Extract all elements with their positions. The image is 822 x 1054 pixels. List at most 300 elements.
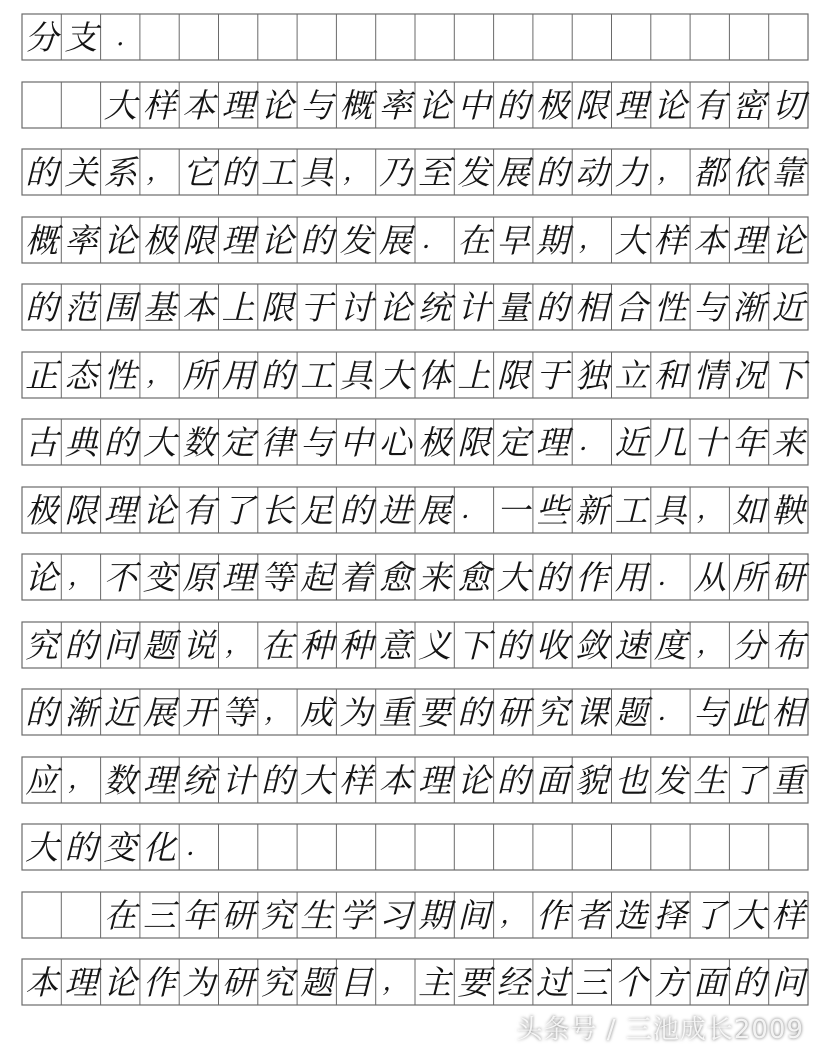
char-cell: 量 — [496, 287, 530, 327]
char-cell: 速 — [614, 625, 648, 665]
char-cell: 题 — [300, 962, 334, 1002]
char-cell: 动 — [575, 152, 609, 192]
char-cell: 性 — [653, 287, 687, 327]
char-cell: 渐 — [64, 692, 98, 732]
char-cell: ， — [146, 360, 173, 390]
char-cell: 论 — [457, 760, 491, 800]
char-cell: 统 — [182, 760, 216, 800]
char-cell: 的 — [300, 220, 334, 260]
char-cell — [61, 892, 100, 938]
char-cell — [376, 824, 415, 870]
char-cell: 作 — [575, 557, 609, 597]
char-cell: 择 — [653, 895, 687, 935]
char-cell: 近 — [771, 287, 805, 327]
char-cell: 于 — [536, 355, 569, 395]
char-cell — [494, 14, 533, 60]
char-cell: 理 — [64, 962, 98, 1002]
char-cell: 期 — [418, 895, 452, 935]
char-cell: 极 — [143, 220, 177, 260]
char-cell: 究 — [260, 895, 294, 935]
char-cell: 限 — [575, 85, 609, 125]
char-cell: 愈 — [378, 557, 412, 597]
char-cell: 力 — [614, 152, 648, 192]
char-cell: 从 — [693, 557, 727, 597]
char-cell: 具 — [339, 355, 373, 395]
char-cell: 渐 — [732, 287, 766, 327]
char-cell: 几 — [653, 422, 687, 462]
char-cell: 进 — [378, 490, 412, 530]
char-cell: 作 — [536, 895, 569, 935]
char-cell: 愈 — [457, 557, 491, 597]
char-cell: 所 — [732, 557, 766, 597]
char-cell: 着 — [339, 557, 373, 597]
text-line — [22, 149, 808, 195]
char-cell: 数 — [103, 760, 137, 800]
char-cell: 定 — [496, 422, 530, 462]
char-cell: ． — [421, 225, 448, 255]
char-cell: 为 — [339, 692, 373, 732]
char-cell — [690, 14, 729, 60]
char-cell: 与 — [693, 692, 727, 732]
char-cell — [376, 14, 415, 60]
char-cell — [297, 824, 336, 870]
text-line — [22, 352, 808, 398]
char-cell: 关 — [64, 152, 98, 192]
char-cell: 要 — [457, 962, 491, 1002]
char-cell: ， — [696, 630, 723, 660]
char-cell: 乃 — [378, 152, 412, 192]
char-cell — [769, 14, 808, 60]
char-cell: 的 — [25, 692, 59, 732]
text-line — [22, 554, 808, 600]
char-cell: 中 — [457, 85, 491, 125]
char-cell: 的 — [103, 422, 137, 462]
char-cell: 者 — [575, 895, 609, 935]
char-cell: 本 — [182, 287, 216, 327]
char-cell: 问 — [103, 625, 137, 665]
char-cell: 数 — [182, 422, 216, 462]
char-cell: 习 — [378, 895, 412, 935]
char-cell: 的 — [536, 557, 569, 597]
char-cell: 开 — [182, 692, 216, 732]
char-cell: 样 — [143, 85, 177, 125]
char-cell: 典 — [64, 422, 98, 462]
char-cell: 切 — [771, 85, 805, 125]
char-cell: 有 — [182, 490, 216, 530]
char-cell: 收 — [536, 625, 569, 665]
char-cell: 与 — [693, 287, 727, 327]
char-cell: 都 — [693, 152, 727, 192]
char-cell: 论 — [771, 220, 805, 260]
char-cell: ， — [67, 562, 94, 592]
char-cell: 统 — [418, 287, 452, 327]
char-cell: 限 — [64, 490, 98, 530]
char-cell: 的 — [496, 85, 530, 125]
char-cell: 生 — [300, 895, 334, 935]
char-cell: 说 — [182, 625, 216, 665]
char-cell: 作 — [143, 962, 177, 1002]
char-cell: 论 — [25, 557, 59, 597]
char-cell: 此 — [732, 692, 766, 732]
char-cell: 的 — [732, 962, 766, 1002]
char-cell: 的 — [25, 287, 59, 327]
char-cell: 和 — [653, 355, 687, 395]
char-cell: 限 — [260, 287, 294, 327]
char-cell: 样 — [653, 220, 687, 260]
char-cell: 的 — [221, 152, 255, 192]
char-cell: 性 — [103, 355, 137, 395]
char-cell: ， — [343, 157, 370, 187]
char-cell — [533, 824, 572, 870]
char-cell: 三 — [575, 962, 609, 1002]
char-cell: 大 — [732, 895, 766, 935]
char-cell — [651, 824, 690, 870]
char-cell: 的 — [339, 490, 373, 530]
char-cell: ， — [657, 157, 684, 187]
char-cell: 论 — [378, 287, 412, 327]
char-cell: 展 — [418, 490, 452, 530]
text-line — [22, 959, 808, 1005]
char-cell: 上 — [221, 287, 255, 327]
char-cell: 大 — [25, 827, 59, 867]
char-cell: 支 — [64, 17, 98, 57]
char-cell: 题 — [143, 625, 177, 665]
char-cell: 生 — [693, 760, 727, 800]
char-cell — [140, 14, 179, 60]
char-cell: 发 — [457, 152, 491, 192]
char-cell: ， — [146, 157, 173, 187]
char-cell: 计 — [457, 287, 491, 327]
char-cell: 长 — [260, 490, 294, 530]
char-cell: 大 — [378, 355, 412, 395]
char-cell: ． — [185, 832, 212, 862]
char-cell: 论 — [260, 85, 294, 125]
char-cell: 论 — [653, 85, 687, 125]
char-cell: 围 — [103, 287, 137, 327]
char-cell: 讨 — [339, 287, 373, 327]
char-cell: 种 — [339, 625, 373, 665]
char-cell — [22, 892, 61, 938]
char-cell: 样 — [339, 760, 373, 800]
char-cell: 依 — [732, 152, 766, 192]
char-cell — [415, 824, 454, 870]
char-cell: 三 — [143, 895, 177, 935]
char-cell: 近 — [614, 422, 648, 462]
text-line — [22, 487, 808, 533]
watermark: 头条号 / 三池成长2009 — [516, 1015, 804, 1045]
char-cell: 率 — [64, 220, 98, 260]
char-cell — [690, 824, 729, 870]
char-cell: 具 — [653, 490, 687, 530]
char-cell: 工 — [300, 355, 334, 395]
char-cell — [415, 14, 454, 60]
text-line — [22, 757, 808, 803]
char-cell: 理 — [221, 85, 255, 125]
char-cell: 变 — [143, 557, 177, 597]
char-cell: 计 — [221, 760, 255, 800]
char-cell: 靠 — [771, 152, 805, 192]
text-line — [22, 824, 808, 870]
char-cell: 研 — [496, 692, 530, 732]
char-cell: 范 — [64, 287, 98, 327]
char-cell: 方 — [653, 962, 687, 1002]
char-cell — [533, 14, 572, 60]
char-cell: 在 — [260, 625, 294, 665]
char-cell: 的 — [496, 760, 530, 800]
char-cell — [179, 14, 218, 60]
char-cell: . — [116, 22, 125, 52]
char-cell: ． — [657, 697, 684, 727]
char-cell: 的 — [536, 152, 569, 192]
char-cell — [651, 14, 690, 60]
char-cell: 理 — [143, 760, 177, 800]
char-cell — [611, 824, 650, 870]
text-line — [22, 14, 808, 60]
char-cell: 限 — [457, 422, 491, 462]
char-cell: 应 — [25, 760, 59, 800]
char-cell: 鞅 — [771, 490, 805, 530]
char-cell: 主 — [418, 962, 452, 1002]
char-cell: 相 — [771, 692, 805, 732]
char-cell: 大 — [614, 220, 648, 260]
text-line — [22, 217, 808, 263]
char-cell: 研 — [221, 962, 255, 1002]
char-cell: 概 — [25, 220, 59, 260]
char-cell: 研 — [771, 557, 805, 597]
char-cell: 的 — [457, 692, 491, 732]
char-cell: 率 — [378, 85, 412, 125]
char-cell — [22, 82, 61, 128]
char-cell: 理 — [614, 85, 648, 125]
char-cell: 论 — [103, 220, 137, 260]
char-cell — [336, 14, 375, 60]
char-cell: 了 — [693, 895, 727, 935]
char-cell: 体 — [418, 355, 452, 395]
char-cell: 度 — [653, 625, 687, 665]
char-cell: 等 — [260, 557, 294, 597]
char-cell: 问 — [771, 962, 805, 1002]
char-cell: 本 — [25, 962, 59, 1002]
char-cell — [729, 824, 768, 870]
char-cell: 具 — [300, 152, 334, 192]
char-cell: 发 — [339, 220, 373, 260]
char-cell: 定 — [221, 422, 255, 462]
char-cell: 论 — [143, 490, 177, 530]
char-cell: 不 — [103, 557, 137, 597]
char-cell: 至 — [418, 152, 452, 192]
char-cell: 上 — [457, 355, 491, 395]
char-cell: 论 — [260, 220, 294, 260]
char-cell: 究 — [25, 625, 59, 665]
text-line — [22, 419, 808, 465]
char-cell: 个 — [614, 962, 648, 1002]
char-cell: 来 — [418, 557, 452, 597]
char-cell: 立 — [614, 355, 648, 395]
char-cell: 展 — [378, 220, 412, 260]
char-cell — [61, 82, 100, 128]
char-cell: 理 — [103, 490, 137, 530]
char-cell: 中 — [339, 422, 373, 462]
char-cell: 在 — [457, 220, 491, 260]
char-cell: 些 — [536, 490, 569, 530]
char-cell: 面 — [536, 760, 569, 800]
char-cell: 的 — [260, 760, 294, 800]
char-cell: 的 — [536, 287, 569, 327]
char-cell: 变 — [103, 827, 137, 867]
char-cell: 一 — [496, 490, 530, 530]
char-cell — [297, 14, 336, 60]
char-cell: 理 — [418, 760, 452, 800]
char-cell — [769, 824, 808, 870]
char-cell: 十 — [693, 422, 727, 462]
char-cell: 大 — [103, 85, 137, 125]
char-cell: 近 — [103, 692, 137, 732]
char-cell: 目 — [339, 962, 373, 1002]
char-cell: 义 — [418, 625, 452, 665]
char-cell — [454, 14, 493, 60]
char-cell: 重 — [771, 760, 805, 800]
char-cell: 题 — [614, 692, 648, 732]
char-cell — [218, 824, 257, 870]
char-cell: 年 — [182, 895, 216, 935]
char-cell: 本 — [378, 760, 412, 800]
char-cell: 概 — [339, 85, 373, 125]
char-cell: 所 — [182, 355, 216, 395]
char-cell — [729, 14, 768, 60]
char-cell: 了 — [221, 490, 255, 530]
char-cell: 布 — [771, 625, 805, 665]
char-cell — [494, 824, 533, 870]
char-cell: 也 — [614, 760, 648, 800]
char-cell — [572, 14, 611, 60]
char-cell: 的 — [64, 827, 98, 867]
char-cell: 展 — [496, 152, 530, 192]
char-cell: ， — [382, 967, 409, 997]
char-cell: 用 — [614, 557, 648, 597]
char-cell: 究 — [536, 692, 569, 732]
char-cell: 本 — [182, 85, 216, 125]
char-cell: 极 — [25, 490, 59, 530]
char-cell: 理 — [221, 557, 255, 597]
char-cell: 化 — [143, 827, 177, 867]
char-cell: 的 — [496, 625, 530, 665]
char-cell: 心 — [378, 422, 412, 462]
char-cell: 律 — [260, 422, 294, 462]
char-cell: 正 — [25, 355, 59, 395]
char-cell: ， — [67, 765, 94, 795]
char-cell: 论 — [418, 85, 452, 125]
char-cell: 理 — [732, 220, 766, 260]
char-cell: 有 — [693, 85, 727, 125]
char-cell: ， — [500, 900, 527, 930]
char-cell: ， — [578, 225, 605, 255]
char-cell: 合 — [614, 287, 648, 327]
char-cell: 重 — [378, 692, 412, 732]
char-cell: 分 — [732, 625, 766, 665]
char-cell: 经 — [496, 962, 530, 1002]
char-cell: 间 — [457, 895, 491, 935]
char-cell: 分 — [25, 17, 59, 57]
char-cell: 选 — [614, 895, 648, 935]
text-line — [22, 892, 808, 938]
char-cell: 的 — [25, 152, 59, 192]
char-cell: ． — [578, 427, 605, 457]
char-cell — [258, 824, 297, 870]
char-cell: 工 — [260, 152, 294, 192]
char-cell: 早 — [496, 220, 530, 260]
char-cell — [611, 14, 650, 60]
char-cell: 足 — [300, 490, 334, 530]
char-cell: 极 — [536, 85, 569, 125]
char-cell: 展 — [143, 692, 177, 732]
char-cell — [572, 824, 611, 870]
char-cell: 意 — [378, 625, 412, 665]
char-cell: 情 — [693, 355, 727, 395]
char-cell — [454, 824, 493, 870]
char-cell: 独 — [575, 355, 609, 395]
char-cell: 理 — [221, 220, 255, 260]
char-cell: 等 — [221, 692, 255, 732]
char-cell: 的 — [64, 625, 98, 665]
char-cell: 来 — [771, 422, 805, 462]
char-cell: 大 — [300, 760, 334, 800]
char-cell: 过 — [536, 962, 569, 1002]
char-cell: 限 — [182, 220, 216, 260]
char-cell: ． — [657, 562, 684, 592]
char-cell: 与 — [300, 422, 334, 462]
char-cell: ， — [264, 697, 291, 727]
char-cell: 于 — [300, 287, 334, 327]
char-cell: 态 — [64, 355, 98, 395]
char-cell: 种 — [300, 625, 334, 665]
char-cell: 期 — [536, 220, 569, 260]
char-cell: 基 — [143, 287, 177, 327]
char-cell: 发 — [653, 760, 687, 800]
char-cell — [218, 14, 257, 60]
char-cell: 工 — [614, 490, 648, 530]
char-cell: 相 — [575, 287, 609, 327]
char-cell: 古 — [25, 422, 59, 462]
char-cell: 原 — [182, 557, 216, 597]
char-cell: 究 — [260, 962, 294, 1002]
char-cell: ， — [696, 495, 723, 525]
char-cell: 样 — [771, 895, 805, 935]
char-cell: 新 — [575, 490, 609, 530]
text-line — [22, 284, 808, 330]
char-cell: 要 — [418, 692, 452, 732]
char-cell: 下 — [457, 625, 491, 665]
char-cell: 大 — [496, 557, 530, 597]
char-cell: 与 — [300, 85, 334, 125]
char-cell: 极 — [418, 422, 452, 462]
char-cell: 本 — [693, 220, 727, 260]
char-cell: 用 — [221, 355, 255, 395]
char-cell: 密 — [732, 85, 766, 125]
char-cell: 在 — [103, 895, 137, 935]
char-cell: 课 — [575, 692, 609, 732]
char-cell: 貌 — [575, 760, 609, 800]
char-cell: 起 — [300, 557, 334, 597]
char-cell: 如 — [732, 490, 766, 530]
char-cell: 敛 — [575, 625, 609, 665]
char-cell: 它 — [182, 152, 216, 192]
char-cell: ． — [460, 495, 487, 525]
char-cell: 理 — [536, 422, 569, 462]
char-cell: 面 — [693, 962, 727, 1002]
char-cell: 况 — [732, 355, 766, 395]
char-cell: 成 — [300, 692, 334, 732]
char-cell: 研 — [221, 895, 255, 935]
